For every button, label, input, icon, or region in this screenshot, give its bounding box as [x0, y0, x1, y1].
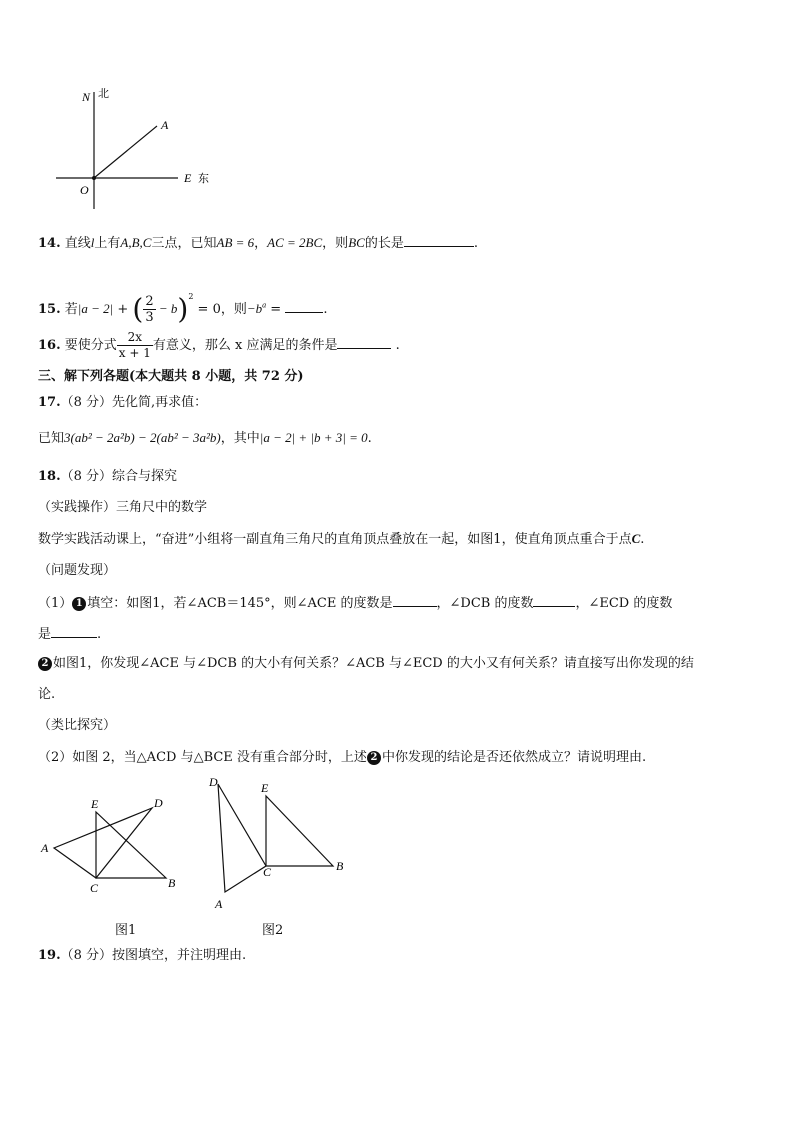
q17-points: （8 分）: [60, 395, 113, 410]
triangle-bce: [96, 812, 166, 878]
q17-number: 17.: [38, 395, 61, 410]
fig1-label-d: D: [154, 796, 163, 810]
q19-number: 19.: [38, 948, 61, 963]
q15-end: .: [323, 302, 328, 317]
fig2-label-e: E: [261, 781, 269, 795]
q18-acе-blank[interactable]: [393, 593, 437, 607]
q18-number: 18.: [38, 469, 61, 484]
question-18: [38, 468, 177, 486]
fig1-label-a: A: [41, 841, 49, 855]
q16-frac-den: x + 1: [118, 346, 151, 360]
label-n: N: [82, 90, 91, 104]
q14-cond-2: AC = 2BC: [267, 235, 323, 250]
q14-text-5: 的长是: [364, 236, 404, 251]
q18-ecd-blank[interactable]: [51, 624, 97, 638]
q15-square: 2: [188, 292, 194, 301]
q15-eq: =: [266, 302, 286, 317]
q18-part2: [38, 749, 646, 767]
question-17: [38, 394, 207, 412]
compass-figure: [50, 84, 220, 214]
q14-target: BC: [348, 235, 365, 250]
q15-prefix: 若: [64, 302, 78, 317]
figure-2: [205, 772, 355, 912]
question-16: [38, 326, 400, 366]
fig2-label-d: D: [209, 775, 218, 789]
q18-p1-end: .: [97, 627, 102, 642]
question-14: [38, 233, 478, 253]
q14-text-3: 三点，已知: [151, 236, 217, 251]
figure-2-caption: 图2: [262, 923, 284, 938]
q17-line2-prefix: 已知: [38, 431, 65, 446]
fig1-label-b: B: [168, 876, 176, 890]
q15-exp-a: a: [262, 300, 267, 310]
q16-text-2: 有意义，那么 x 应满足的条件是: [152, 338, 338, 353]
q15-abs-expr: |a − 2|: [77, 301, 114, 316]
label-north: 北: [98, 88, 109, 100]
q16-end: .: [395, 338, 400, 353]
q15-number: 15.: [38, 302, 61, 317]
q18-points: （8 分）: [60, 469, 113, 484]
q14-text-4: ，则: [322, 236, 349, 251]
q16-text-1: 要使分式: [64, 338, 117, 353]
q17-expression-line: [38, 429, 372, 448]
q15-plus: +: [113, 302, 133, 317]
q18-q2-num: （2）: [38, 750, 73, 765]
fig1-label-e: E: [91, 797, 99, 811]
q19-text: 按图填空，并注明理由.: [112, 948, 247, 963]
q15-frac-num: 2: [145, 294, 154, 309]
question-19: [38, 947, 246, 965]
ray-oa: [94, 126, 157, 178]
q18-p1-text: 填空：如图1，若∠ACB＝145°，则∠ACE 的度数是: [87, 596, 393, 611]
q18-q2-text-2: 中你发现的结论是否还依然成立？请说明理由.: [381, 750, 647, 765]
q15-fraction: [143, 294, 155, 325]
circled-2-ref-icon: 2: [367, 751, 381, 765]
q18-part1-line2: [38, 624, 101, 644]
q14-text-1: 直线: [64, 236, 91, 251]
circled-2-icon: 2: [38, 657, 52, 671]
q15-then: ，则: [220, 302, 247, 317]
q17-text: 先化简,再求值：: [112, 395, 208, 410]
circled-1-icon: 1: [72, 597, 86, 611]
q14-sep: ，: [254, 236, 268, 251]
q18-practice: （实践操作）三角尺中的数学: [38, 500, 208, 515]
q15-eq-zero: = 0: [193, 302, 221, 317]
q14-points: A,B,C: [120, 235, 152, 250]
q16-fraction: [117, 330, 153, 361]
q18-part1-q2-line2: 论.: [38, 687, 56, 702]
q18-p1-num: （1）: [38, 596, 73, 611]
q17-middle: ，其中: [220, 431, 260, 446]
label-east: 东: [198, 173, 209, 185]
q16-number: 16.: [38, 338, 61, 353]
fig2-label-c: C: [263, 865, 272, 879]
figure-1: [38, 790, 188, 900]
q18-q2-text-1: 如图 2，当△ACD 与△BCE 没有重合部分时，上述: [72, 750, 367, 765]
fig2-label-b: B: [336, 859, 344, 873]
q18-intro: [38, 530, 644, 549]
q18-p1-mid2: ，∠ECD 的度数: [575, 596, 673, 611]
q18-intro-end: .: [640, 532, 645, 547]
q18-analogy-heading: （类比探究）: [38, 718, 117, 733]
fig2-label-a: A: [215, 897, 223, 911]
triangle-acd-2: [218, 784, 266, 892]
q14-answer-blank[interactable]: [404, 233, 474, 247]
label-a: A: [161, 118, 169, 132]
q18-p2-text: 如图1，你发现∠ACE 与∠DCB 的大小有何关系？∠ACB 与∠ECD 的大小又有何关系？请直接写出你发现的结: [53, 656, 694, 671]
q15-minus-b: − b: [155, 301, 178, 316]
q17-end: .: [367, 431, 372, 446]
q17-expr: 3(ab² − 2a²b) − 2(ab² − 3a²b): [64, 430, 221, 445]
q18-part1: [38, 593, 672, 613]
q14-number: 14.: [38, 236, 61, 251]
q15-answer-blank[interactable]: [285, 299, 323, 313]
q15-frac-den: 3: [145, 310, 154, 325]
q18-p1-mid: ，∠DCB 的度数: [436, 596, 534, 611]
figure-1-caption: 图1: [115, 923, 137, 938]
q18-title: 综合与探究: [112, 469, 178, 484]
q16-answer-blank[interactable]: [337, 335, 391, 349]
q14-end: .: [473, 236, 478, 251]
label-o: O: [80, 183, 89, 197]
q18-intro-point: C: [631, 531, 641, 546]
section-3-heading: 三、解下列各题(本大题共 8 小题，共 72 分): [38, 369, 304, 384]
question-15: 15. 若|a − 2| + ( $\frac{2}{3}$ − b)$^2$ = 0，则$-b^a$ = .: [38, 292, 328, 326]
triangle-bce-2: [266, 796, 333, 866]
q18-dcb-blank[interactable]: [533, 593, 575, 607]
q18-part1-q2: [38, 655, 694, 673]
q14-var-l: l: [90, 235, 95, 250]
q18-p1-line2: 是: [38, 627, 52, 642]
q18-intro-text: 数学实践活动课上，“奋进”小组将一副直角三角尺的直角顶点叠放在一起，如图1，使直角顶点重合于点: [38, 532, 632, 547]
origin-point: [92, 176, 96, 180]
q16-frac-num: 2x: [117, 330, 153, 346]
q14-cond-1: AB = 6: [216, 235, 255, 250]
q17-cond: |a − 2| + |b + 3| = 0: [259, 430, 368, 445]
q19-points: （8 分）: [60, 948, 113, 963]
q15-neg-b: −b: [246, 301, 263, 316]
q18-problem-heading: （问题发现）: [38, 563, 117, 578]
q14-text-2: 上有: [94, 236, 121, 251]
label-e: E: [184, 171, 192, 185]
fig1-label-c: C: [90, 881, 99, 895]
